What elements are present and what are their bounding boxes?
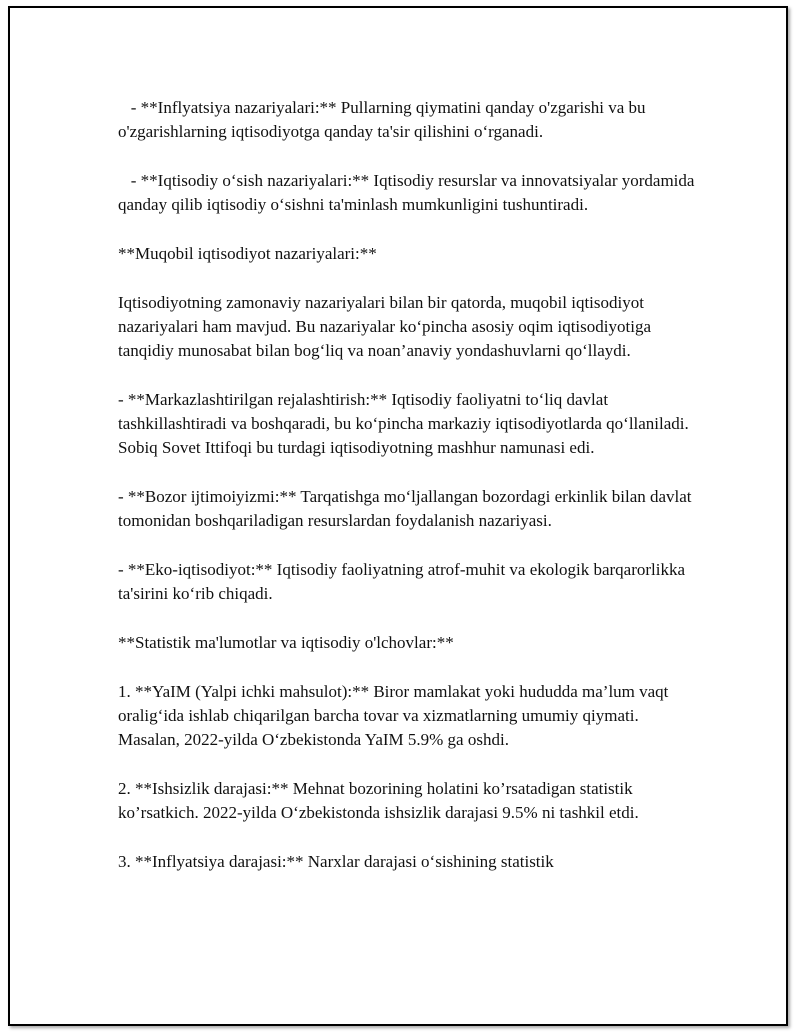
paragraph-alternative-intro: Iqtisodiyotning zamonaviy nazariyalari bilan bir qatorda, muqobil iqtisodiyot nazariyalari ham mavjud. Bu nazariyalar ko‘pincha asosiy oqim iqtisodiyotiga tanqidiy munosabat bilan bog‘liq va noan’anaviy yondashuvlarni qo‘llaydi. (118, 293, 656, 360)
document-body (118, 96, 698, 899)
paragraph-eco-economics: - **Eko-iqtisodiyot:** Iqtisodiy faoliyatning atrof-muhit va ekologik barqarorlikka ta'sirini ko‘rib chiqadi. (118, 560, 690, 603)
paragraph-growth-theories: - **Iqtisodiy o‘sish nazariyalari:** Iqtisodiy resurslar va innovatsiyalar yordamida qanday qilib iqtisodiy o‘sishni ta'minlash mumkunligini tushuntiradi. (118, 171, 699, 214)
document-page (8, 6, 788, 1026)
heading-alternative-theories: **Muqobil iqtisodiyot nazariyalari:** (118, 244, 377, 263)
paragraph-inflation-theories: - **Inflyatsiya nazariyalari:** Pullarning qiymatini qanday o'zgarishi va bu o'zgarishlarning iqtisodiyotga qanday ta'sir qilishini o‘rganadi. (118, 98, 650, 141)
paragraph-unemployment: 2. **Ishsizlik darajasi:** Mehnat bozorining holatini ko’rsatadigan statistik ko’rsatkich. 2022-yilda O‘zbekistonda ishsizlik darajasi 9.5% ni tashkil etdi. (118, 779, 639, 822)
paragraph-gdp: 1. **YaIM (Yalpi ichki mahsulot):** Biror mamlakat yoki hududda ma’lum vaqt oralig‘ida ishlab chiqarilgan barcha tovar va xizmatlarning umumiy qiymati. Masalan, 2022-yilda O‘zbekistonda YaIM 5.9% ga oshdi. (118, 682, 673, 749)
heading-statistics: **Statistik ma'lumotlar va iqtisodiy o'lchovlar:** (118, 633, 454, 652)
paragraph-central-planning: - **Markazlashtirilgan rejalashtirish:** Iqtisodiy faoliyatni to‘liq davlat tashkillashtiradi va boshqaradi, bu ko‘pincha markaziy iqtisodiyotlarda qo‘llaniladi. Sobiq Sovet Ittifoqi bu turdagi iqtisodiyotning mashhur namunasi edi. (118, 390, 694, 457)
paragraph-inflation-rate: 3. **Inflyatsiya darajasi:** Narxlar darajasi o‘sishining statistik (118, 852, 554, 871)
paragraph-market-socialism: - **Bozor ijtimoiyizmi:** Tarqatishga mo‘ljallangan bozordagi erkinlik bilan davlat tomonidan boshqariladigan resurslardan foydalanish nazariyasi. (118, 487, 696, 530)
